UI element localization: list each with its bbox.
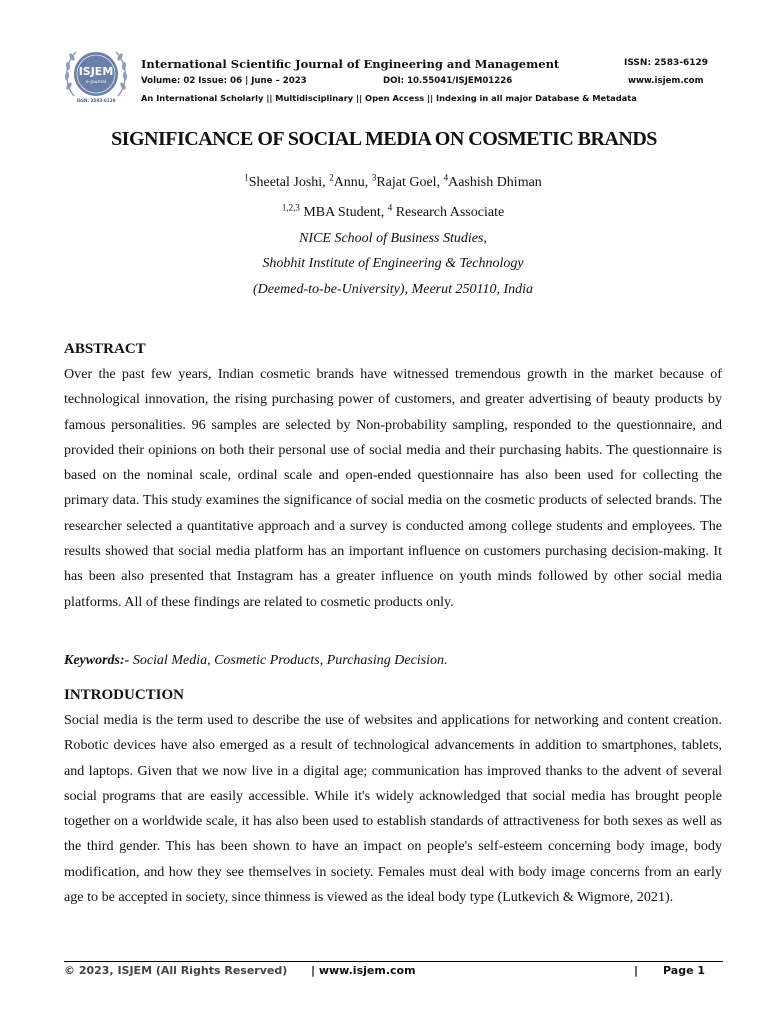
- logo-text-sub: e-Journal: [85, 80, 107, 85]
- author-list: [0, 172, 768, 191]
- author-4-name: Aashish Dhiman: [448, 175, 542, 190]
- author-3-sup: 3: [371, 172, 377, 183]
- keywords-label: Keywords:-: [64, 653, 130, 668]
- role-2-sup: 4: [387, 202, 393, 213]
- author-3-name: Rajat Goel,: [376, 175, 444, 190]
- author-2-name: Annu,: [333, 175, 372, 190]
- author-1-sup: 1: [244, 172, 249, 183]
- footer-website-link[interactable]: | www.isjem.com: [311, 964, 416, 977]
- journal-volume: Volume: 02 Issue: 06 | June – 2023: [141, 76, 307, 86]
- author-4-sup: 4: [443, 172, 449, 183]
- journal-title: International Scientific Journal of Engineering and Management: [141, 57, 560, 71]
- footer-page-number: Page 1: [663, 964, 706, 977]
- logo-text-main: ISJEM: [78, 65, 114, 78]
- author-roles: [0, 202, 768, 221]
- keywords-line: [64, 653, 448, 669]
- role-1-sup: 1,2,3: [281, 202, 300, 213]
- role-2-name: Research Associate: [392, 205, 505, 220]
- footer-copyright: © 2023, ISJEM (All Rights Reserved): [64, 964, 288, 977]
- author-1-name: Sheetal Joshi,: [248, 175, 330, 190]
- keywords-text: Social Media, Cosmetic Products, Purchasing Decision.: [129, 653, 448, 668]
- introduction-text: Social media is the term used to describe the use of websites and applications for networking and content creation. Robotic devices have also emerged as a result of technological advancements in addition to smartphones, tablets, and laptops. Given that we now live in a digital age; communication has improved thanks to the advent of several social programs that are easily accessible. While it's widely acknowledged that social media has brought people together on a worldwide scale, it has also been used to establish standards of attractiveness for both sexes as well as the third gender. This has been shown to have an impact on people's self-esteem concerning body image, body modification, and how they see themselves in society. Females must deal with body image concerns from an early age to be accepted in society, since thinness is viewed as the ideal body type (Lutkevich & Wigmore, 2021).: [64, 712, 722, 906]
- abstract-heading: ABSTRACT: [64, 341, 146, 357]
- affiliation-line-3: (Deemed-to-be-University), Meerut 250110, India: [252, 282, 534, 297]
- journal-issn: ISSN: 2583-6129: [624, 58, 709, 68]
- author-2-sup: 2: [329, 172, 334, 183]
- journal-doi: DOI: 10.55041/ISJEM01226: [383, 76, 513, 86]
- introduction-heading: INTRODUCTION: [64, 687, 185, 703]
- logo-text-issn: ISSN: 2583-6129: [76, 98, 116, 103]
- footer-separator: |: [634, 964, 639, 977]
- affiliation-line-2: Shobhit Institute of Engineering & Technology: [262, 256, 524, 271]
- role-1-name: MBA Student,: [299, 205, 388, 220]
- abstract-text: Over the past few years, Indian cosmetic brands have witnessed tremendous growth in the market because of technological innovation, the rising purchasing power of customers, and greater advertising of beauty products by famous personalities. 96 samples are selected by Non-probability sampling, responded to the questionnaire, and provided their opinions on both their personal use of social media and their purchasing habits. The questionnaire is based on the nominal scale, ordinal scale and open-ended questionnaire has also been used for collecting the primary data. This study examines the significance of social media on the cosmetic products of selected brands. The researcher selected a quantitative approach and a survey is conducted among college students and employees. The results showed that social media platform has an important influence on customers purchasing decision-making. It has been also presented that Instagram has a greater influence on youth minds followed by other social media platforms. All of these findings are related to cosmetic products only.: [64, 366, 722, 610]
- paper-title: SIGNIFICANCE OF SOCIAL MEDIA ON COSMETIC BRANDS: [111, 128, 657, 150]
- affiliation-line-1: NICE School of Business Studies,: [299, 231, 487, 246]
- journal-tagline: An International Scholarly || Multidisciplinary || Open Access || Indexing in all major Database & Metadata: [141, 93, 637, 103]
- journal-website-link[interactable]: www.isjem.com: [628, 76, 704, 86]
- isjem-laurel-logo-icon: [60, 38, 132, 110]
- footer-divider: [64, 961, 723, 962]
